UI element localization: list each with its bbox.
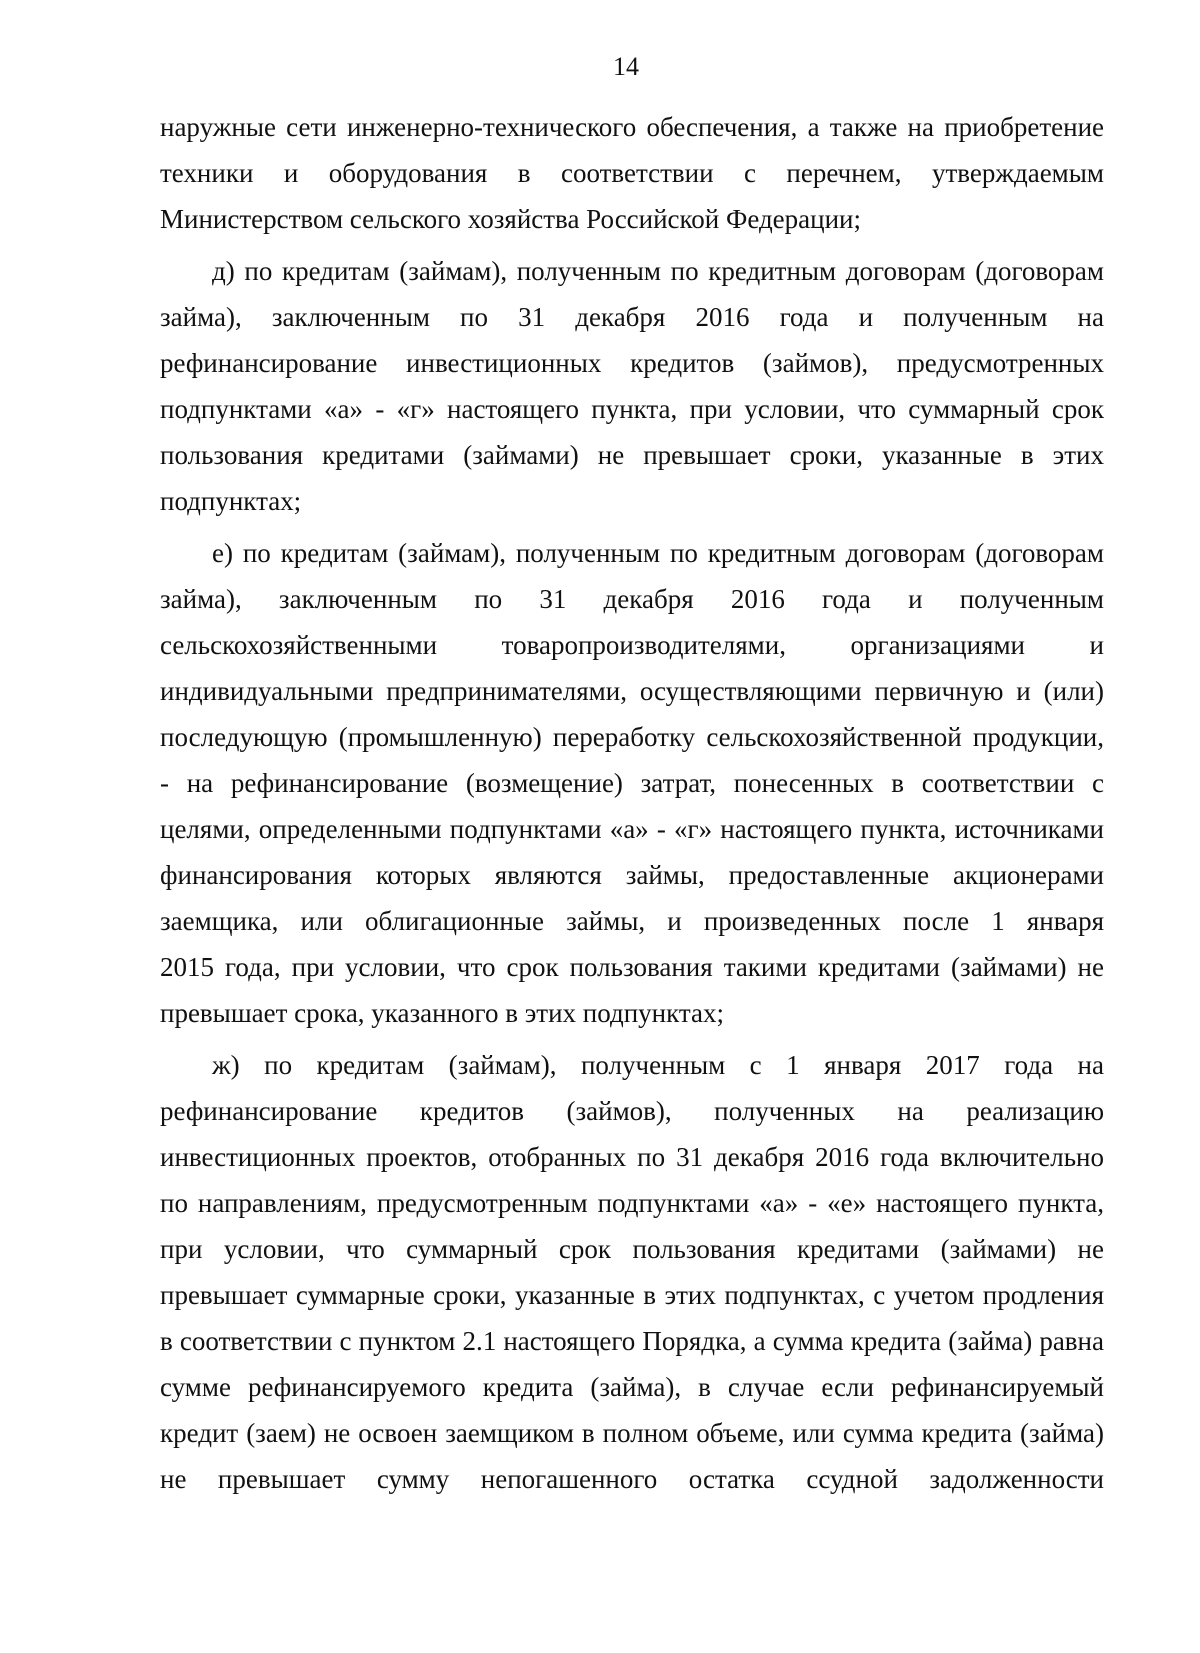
text-line: заемщика, или облигационные займы, и произведенных после 1 января <box>160 906 1104 936</box>
text-line: последующую (промышленную) переработку сельскохозяйственной продукции, <box>160 722 1104 752</box>
text-line: финансирования которых являются займы, предоставленные акционерами <box>160 860 1104 890</box>
paragraph-item-zh <box>160 1042 1104 1502</box>
text-line: кредит (заем) не освоен заемщиком в полном объеме, или сумма кредита (займа) <box>160 1418 1104 1448</box>
text-line: наружные сети инженерно-технического обеспечения, а также на приобретение <box>160 112 1104 142</box>
paragraph-continuation <box>160 104 1104 242</box>
paragraph-item-d <box>160 248 1104 524</box>
text-line: сельскохозяйственными товаропроизводителями, организациями и <box>160 630 1104 660</box>
text-line: е) по кредитам (займам), полученным по кредитным договорам (договорам <box>212 538 1104 568</box>
text-line: - на рефинансирование (возмещение) затрат, понесенных в соответствии с <box>160 768 1104 798</box>
text-line: целями, определенными подпунктами «а» - «г» настоящего пункта, источниками <box>160 814 1104 844</box>
text-line: Министерством сельского хозяйства Российской Федерации; <box>160 204 861 234</box>
text-line: превышает срока, указанного в этих подпунктах; <box>160 998 724 1028</box>
text-line: не превышает сумму непогашенного остатка ссудной задолженности <box>160 1464 1104 1494</box>
text-line: техники и оборудования в соответствии с перечнем, утверждаемым <box>160 158 1104 188</box>
text-line: инвестиционных проектов, отобранных по 31 декабря 2016 года включительно <box>160 1142 1104 1172</box>
text-line: по направлениям, предусмотренным подпунктами «а» - «е» настоящего пункта, <box>160 1188 1104 1218</box>
text-line: ж) по кредитам (займам), полученным с 1 января 2017 года на <box>212 1050 1104 1080</box>
text-line: д) по кредитам (займам), полученным по кредитным договорам (договорам <box>212 256 1104 286</box>
text-line: при условии, что суммарный срок пользования кредитами (займами) не <box>160 1234 1104 1264</box>
text-line: рефинансирование инвестиционных кредитов (займов), предусмотренных <box>160 348 1104 378</box>
text-line: индивидуальными предпринимателями, осуществляющими первичную и (или) <box>160 676 1104 706</box>
text-line: подпунктах; <box>160 486 302 516</box>
text-line: рефинансирование кредитов (займов), полученных на реализацию <box>160 1096 1104 1126</box>
document-body <box>160 104 1104 1508</box>
text-line: в соответствии с пунктом 2.1 настоящего Порядка, а сумма кредита (займа) равна <box>160 1326 1104 1356</box>
page-number: 14 <box>613 52 639 81</box>
text-line: превышает суммарные сроки, указанные в этих подпунктах, с учетом продления <box>160 1280 1104 1310</box>
text-line: сумме рефинансируемого кредита (займа), в случае если рефинансируемый <box>160 1372 1104 1402</box>
text-line: подпунктами «а» - «г» настоящего пункта, при условии, что суммарный срок <box>160 394 1104 424</box>
paragraph-item-e <box>160 530 1104 1036</box>
text-line: 2015 года, при условии, что срок пользования такими кредитами (займами) не <box>160 952 1104 982</box>
text-line: займа), заключенным по 31 декабря 2016 года и полученным на <box>160 302 1104 332</box>
text-line: займа), заключенным по 31 декабря 2016 года и полученным <box>160 584 1104 614</box>
text-line: пользования кредитами (займами) не превышает сроки, указанные в этих <box>160 440 1104 470</box>
